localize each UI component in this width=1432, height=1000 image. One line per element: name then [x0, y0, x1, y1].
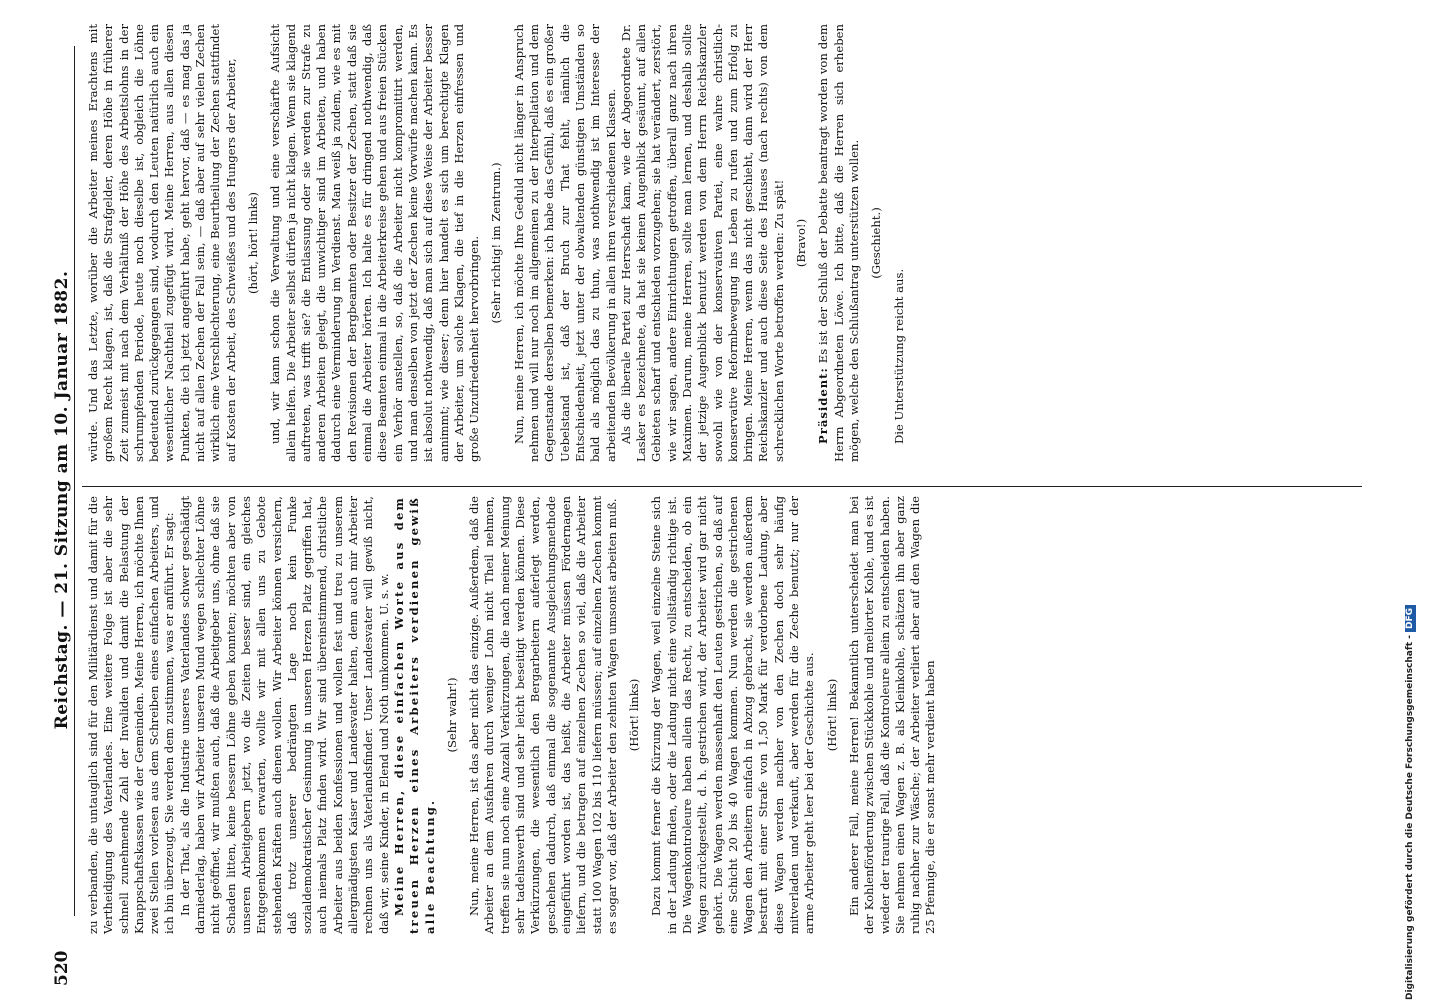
paragraph: Nun, meine Herren, ich möchte Ihre Geduld nicht länger in Anspruch nehmen und will nur noch im allgemeinen zu der Interpellation und dem Gegenstande derselben bemerken: ich habe das Gefühl, daß es ein großer Uebelstand ist, daß der Bruch zur That fehlt, nämlich die Entschiedenheit, jetzt unter der obwaltenden günstigen Umständen so bald als möglich das zu thun, was nothwendig ist im Interesse der arbeitenden Bevölkerung in allen ihren verschiedenen Klassen.: [511, 24, 618, 462]
rotated-page-content: [16, 0, 1416, 1000]
footer-text: Digitalisierung gefördert durch die Deutsche Forschungsgemeinschaft -: [1405, 635, 1415, 1000]
paragraph: und, wir kann schon die Verwaltung und eine verschärfte Aufsicht allein helfen. Die Arbeiter selbst dürfen ja nicht klagen. Wenn sie klagend auftreten, was trifft sie? die Entlassung oder sie werden zur Strafe zu anderen Arbeiten gelegt, die unwichtiger sind im Arbeiten, und haben dadurch eine Verminderung im Verdienst. Man weiß ja zudem, wie es mit den Revisionen der Bergbeamten oder Besitzer der Zechen, statt daß sie einmal die Arbeiter hörten. Ich halte es für dringend nothwendig, daß diese Beamten einmal in die Arbeiterkreise gehen und aus freien Stücken ein Verhör anstellen, so, daß die Arbeiter nicht kompromittirt werden, und man denselben von jetzt der Zechen keine Vorwürfe machen kann. Es ist absolut nothwendig, daß man sich auf diese Weise der Arbeiter besser annimmt; wie dieser; denn hier handelt es sich um berechtigte Klagen der Arbeiter, um solche Klagen, die tief in die Herzen einfressen und große Unzufriedenheit hervorbringen.: [268, 24, 482, 462]
paragraph: Dazu kommt ferner die Kürzung der Wagen, weil einzelne Steine sich in der Ladung finden, oder die Ladung nicht eine vollständig richtige ist. Die Wagenkontroleure haben allein das Recht, zu entscheiden, ob ein Wagen zurückgestellt, d. h. gestrichen wird, der Arbeiter wird gar nicht gehört. Die Wagen werden massenhaft den Leuten gestrichen, so daß auf eine Schicht 20 bis 40 Wagen kommen. Nun werden die gestrichenen Wagen den Arbeitern einfach in Abzug gebracht, sie werden außerdem bestraft mit einer Strafe von 1,50 Mark für verdorbene Ladung, aber diese Wagen werden nachher von den Zechen doch sehr häufig mitverladen und verkauft, aber werden für die Zeche benutzt; nur der arme Arbeiter geht leer bei der Geschichte aus.: [649, 496, 817, 934]
interjection: (Geschieht.): [869, 207, 884, 279]
page-header: [44, 0, 78, 1000]
dfg-logo: DFG: [1405, 605, 1416, 632]
interjection: (Hört! links): [824, 678, 839, 752]
interjection: (Hört! links): [627, 678, 642, 752]
paragraph: zu verbanden, die untauglich sind für den Militärdienst und damit für die Vertheidigung des Vaterlandes. Eine weitere Folge ist aber die sehr schnell zunehmende Zahl der Invaliden und damit die Belastung der Knappschaftskassen wie der Gemeinden. Meine Herren, ich möchte Ihnen zwei Stellen vorlesen aus dem Schreiben eines einfachen Arbeiters, und ich bin überzeugt, Sie werden dem zustimmen, was er anführt. Er sagt:: [86, 496, 177, 934]
paragraph: Ein anderer Fall, meine Herren! Bekanntlich unterscheidet man bei der Kohlenförderung zwischen Stückkohle und meliorter Kohle, und es ist wieder der traurige Fall, daß die Kontroleure allein zu entscheiden haben. Sie nehmen einen Wagen z. B. als Kleinkohle, schätzen ihn aber ganz ruhig nachher zur Wäsche; der Arbeiter verliert aber auf den Wagen die 25 Pfennige, die er sonst mehr verdient haben: [846, 496, 938, 934]
interjection: (hört, hört! links): [245, 192, 260, 294]
paragraph: Nun, meine Herren, ist das aber nicht das einzige. Außerdem, daß die Arbeiter an dem Ausfahren durch weniger Lohn nicht Theil nehmen, treffen sie nun noch eine Anzahl Verkürzungen, die nach meiner Meinung sehr tadelnswerth sind und sehr leicht beseitigt werden können. Diese Verkürzungen, die wesentlich den Bergarbeitern auferlegt werden, geschehen dadurch, daß einmal die sogenannte Ausgleichungsmethode eingeführt worden ist, das heißt, die Arbeiter müssen Fördernagen liefern, und die betragen auf einzelnen Zechen so viel, daß die Arbeiter statt 100 Wagen 102 bis 110 liefern müssen; auf einzelnen Zechen kommt es sogar vor, daß der Arbeiter den zehnten Wagen umsonst arbeiten muß.: [467, 496, 619, 934]
right-column: [86, 24, 907, 462]
page-number: 520: [52, 950, 72, 986]
running-head: Reichstag. — 21. Sitzung am 10. Januar 1882.: [52, 270, 72, 730]
column-divider: [82, 486, 1362, 487]
interjection: (Sehr richtig! im Zentrum.): [489, 162, 504, 324]
emphasized-text: Meine Herren, diese einfachen Worte aus dem treuen Herzen eines Arbeiters verdienen gewiß alle Beachtung.: [391, 496, 437, 934]
speaker-label: Präsident:: [816, 367, 831, 444]
interjection: (Bravo!): [794, 218, 809, 268]
header-rule: [74, 46, 75, 916]
digitization-footer: [1405, 100, 1425, 1000]
interjection: (Sehr wahr!): [444, 677, 459, 753]
paragraph: [392, 496, 438, 934]
paragraph: Die Unterstützung reicht aus.: [891, 268, 906, 444]
left-column: [86, 496, 939, 934]
paragraph: [816, 24, 862, 462]
quoted-letter: In der That, als die Industrie unseres Vaterlandes schwer geschädigt darniederlag, haben wir Arbeiter unseren Mund wegen schlechter Löhne nicht geöffnet, wir mußten auch, daß die Arbeitgeber uns, ohne daß sie Schaden litten, keine bessern Löhne geben konnten; möchten aber von unseren Arbeitgebern jetzt, wo die Zeiten besser sind, ein gleiches Entgegenkommen erwarten, wollte wir mit allen uns zu Gebote stehenden Kräften auch dienen wollen. Wir Arbeiter können versichern, daß trotz unserer bedrängten Lage noch kein Funke sozialdemokratischer Gesinnung in unseren Herzen Platz gegriffen hat, auch niemals Platz finden wird. Wir sind übereinstimmend, christliche Arbeiter aus beiden Konfessionen und wollen fest und treu zu unserem allergnädigsten Kaiser und Landesvater halten, denn auch mir Arbeiter rechnen uns als Vaterlandsfinder. Unser Landesvater will gewiß nicht, daß wir, seine Kinder, in Elend und Noth umkommen. U. s. w.: [177, 496, 391, 934]
paragraph: Als die liberale Partei zur Herrschaft kam, wie der Abgeordnete Dr. Lasker es bezeichnete, da hat sie keinen Augenblick gesäumt, auf allen Gebieten scharf und entschieden vorzugehen; sie hat verändert, zerstört, wie wir sagen, andere Einrichtungen getroffen, überall ganz nach ihren Maximen. Darum, meine Herren, sollte man lernen, und deshalb sollte der jetzige Augenblick benutzt werden von dem Herrn Reichskanzler sowohl wie von der konservativen Partei, eine wahre christlich-konservative Reformbewegung ins Leben zu rufen und zum Erfolg zu bringen. Meine Herren, wenn das nicht geschieht, dann wird der Herr Reichskanzler und auch diese Seite des Hauses (nach rechts) von dem schrecklichen Worte betroffen werden: Zu spät!: [618, 24, 786, 462]
paragraph: würde. Und das Letzte, worüber die Arbeiter meines Erachtens mit großem Recht klagen, ist, daß die Strafgelder, deren Höhe in früherer Zeit zumeist mit nach dem Verhältniß der Höhe des Arbeitslohns in der schrumpfenden Periode, heute noch dieselbe ist, obgleich die Löhne bedeutend zurückgegangen sind, wodurch den Leuten natürlich auch ein wesentlicher Nachtheil zugefügt wird. Meine Herren, aus allen diesen Punkten, die ich jetzt angeführt habe, geht hervor, daß — es mag das ja nicht auf allen Zechen der Fall sein, — daß aber auf sehr vielen Zechen wirklich eine Verschlechterung, eine Beurtheilung der Zechen stattfindet auf Kosten der Arbeit, des Schweißes und des Hungers der Arbeiter,: [86, 24, 238, 462]
speaker-text: Es ist der Schluß der Debatte beantragt worden von dem Herrn Abgeordneten Löwe. Ich bitte, daß die Herren sich erheben mögen, welche den Schlußantrag unterstützen wollen.: [816, 24, 861, 462]
